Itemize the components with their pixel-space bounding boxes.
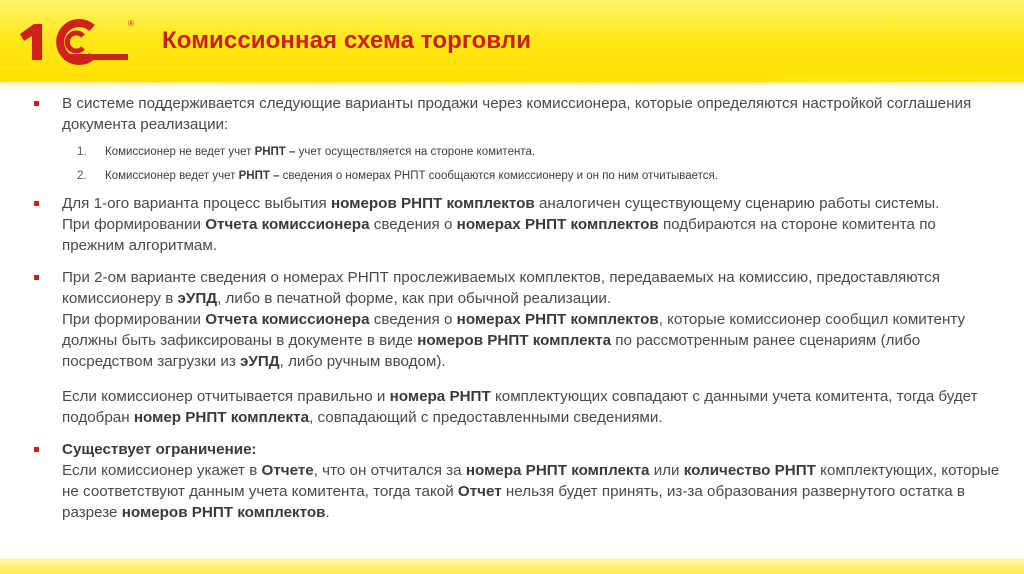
- 1c-logo: [14, 16, 136, 66]
- bold-span: номера РНПТ: [389, 388, 491, 405]
- variant-bold: РНПТ –: [254, 146, 296, 158]
- bold-span: номеров РНПТ комплектов: [330, 195, 535, 212]
- text-span: или: [649, 462, 684, 479]
- variant-text: сведения о номерах РНПТ сообщаются комиссионеру и он по ним отчитывается.: [279, 170, 718, 182]
- bold-span: Отчета комиссионера: [205, 216, 370, 233]
- bullet-4: [34, 439, 1002, 523]
- text-span: нельзя будет принять, из-за образования развернутого остатка в разрезе: [62, 483, 965, 521]
- text-span: Если комиссионер отчитывается правильно и: [62, 388, 390, 405]
- bold-span: номеров РНПТ комплектов: [121, 504, 326, 521]
- bold-span: Отчете: [261, 462, 314, 479]
- text-span: комплектующих совпадают с данными учета комитента, тогда будет подобран: [62, 388, 978, 426]
- bold-span: Отчета комиссионера: [205, 311, 370, 328]
- bullet-marker: [34, 101, 39, 106]
- text-span: по рассмотренным ранее сценариям (либо посредством загрузки из: [62, 332, 921, 370]
- text-span: , либо в печатной форме, как при обычной реализации.: [217, 290, 612, 307]
- variants-list: [62, 145, 1002, 183]
- bullet-1: [34, 93, 1002, 183]
- variant-item-1: [62, 145, 1002, 159]
- variant-text: Комиссионер не ведет учет: [105, 146, 255, 158]
- variant-text: учет осуществляется на стороне комитента.: [295, 146, 536, 158]
- bold-span: номеров РНПТ комплекта: [417, 332, 612, 349]
- text-span: аналогичен существующему сценарию работы системы.: [534, 195, 940, 212]
- text-span: комплектующих, которые не соответствуют данным учета комитента, тогда такой: [62, 462, 1000, 500]
- page-title: Комиссионная схема торговли: [162, 27, 532, 54]
- text-span: При 2-ом варианте сведения о номерах РНПТ прослеживаемых комплектов, передаваемых на комиссию, предоставляются комиссионеру в: [62, 269, 940, 307]
- bullet-3-para-3: [62, 386, 1002, 428]
- text-span: сведения о: [369, 216, 457, 233]
- text-span: подбираются на стороне комитента по прежним алгоритмам.: [62, 216, 936, 254]
- text-span: , которые комиссионер сообщил комитенту должны быть зафиксированы в документе в виде: [62, 311, 966, 349]
- variant-number: 1.: [77, 146, 87, 158]
- text-span: .: [325, 504, 330, 521]
- bold-span: эУПД: [177, 290, 218, 307]
- restriction-heading: Существует ограничение:: [62, 441, 257, 458]
- bullet-marker: [34, 201, 39, 206]
- bullet-3-para-1: [62, 267, 1002, 309]
- variant-number: 2.: [77, 170, 87, 182]
- bold-span: Отчет: [457, 483, 502, 500]
- text-span: , что он отчитался за: [313, 462, 466, 479]
- bullet-4-heading: [62, 439, 1002, 460]
- bullet-marker: [34, 275, 39, 280]
- bold-span: номерах РНПТ комплектов: [456, 311, 659, 328]
- text-span: сведения о: [369, 311, 457, 328]
- bold-span: номер РНПТ комплекта: [133, 409, 310, 426]
- text-span: При формировании: [62, 216, 206, 233]
- bullet-3: [34, 267, 1002, 428]
- bullet-2-para-1: [62, 193, 1002, 214]
- variant-text: Комиссионер ведет учет: [105, 170, 239, 182]
- bullet-1-text: В системе поддерживается следующие варианты продажи через комиссионера, которые определяются настройкой соглашения документа реализации:: [62, 95, 972, 133]
- text-span: , совпадающий с предоставленными сведениями.: [309, 409, 663, 426]
- bold-span: количество РНПТ: [683, 462, 816, 479]
- bold-span: эУПД: [240, 353, 280, 370]
- slide-content: [34, 93, 1002, 523]
- bold-span: номера РНПТ комплекта: [465, 462, 650, 479]
- bold-span: номерах РНПТ комплектов: [456, 216, 659, 233]
- 1c-logo-mark: [20, 23, 128, 61]
- registered-mark: ®: [128, 19, 134, 28]
- variant-item-2: [62, 169, 1002, 183]
- bullet-marker: [34, 447, 39, 452]
- text-span: При формировании: [62, 311, 206, 328]
- text-span: Если комиссионер укажет в: [62, 462, 262, 479]
- text-span: , либо ручным вводом).: [279, 353, 446, 370]
- bullet-4-para: [62, 460, 1002, 523]
- variant-bold: РНПТ –: [238, 170, 280, 182]
- bullet-2: [34, 193, 1002, 256]
- footer-band: [0, 558, 1024, 574]
- bullet-2-para-2: [62, 214, 1002, 256]
- text-span: Для 1-ого варианта процесс выбытия: [62, 195, 331, 212]
- bullet-3-para-2: [62, 309, 1002, 372]
